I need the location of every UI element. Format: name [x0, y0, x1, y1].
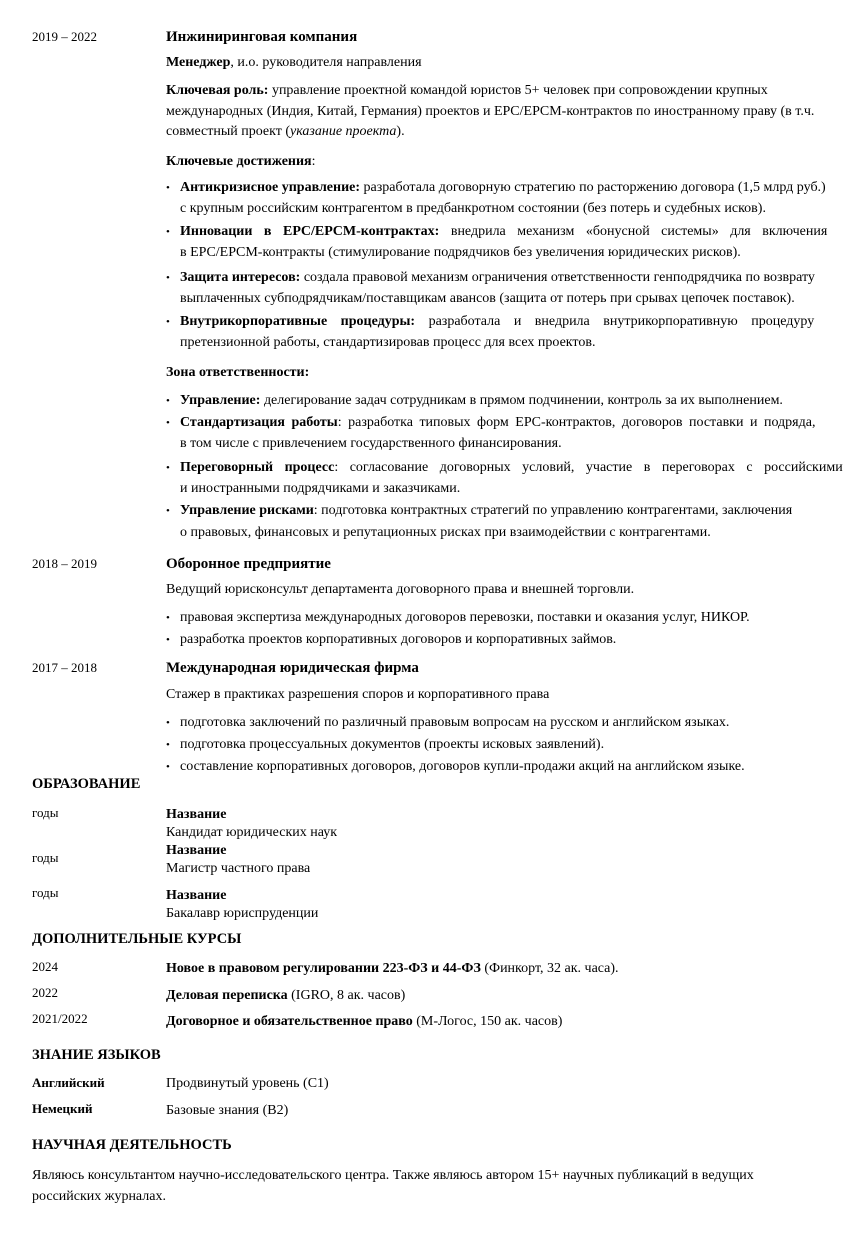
responsibility-item: Переговорный процесс: согласование договорных условий, участие в переговорах с российскими — [180, 460, 843, 475]
duty-item: разработка проектов корпоративных договоров и корпоративных займов. — [180, 632, 617, 647]
responsibility-item-cont: в том числе с привлечением государственного финансирования. — [180, 436, 562, 451]
courses-heading: ДОПОЛНИТЕЛЬНЫЕ КУРСЫ — [32, 931, 242, 947]
education-years: годы — [32, 850, 59, 865]
responsibility-item-cont: о правовых, финансовых и репутационных рисках при взаимодействии с контрагентами. — [180, 525, 711, 540]
achievements-heading: Ключевые достижения: — [166, 154, 316, 169]
bullet-icon: • — [166, 612, 170, 624]
languages-heading: ЗНАНИЕ ЯЗЫКОВ — [32, 1047, 161, 1063]
responsibility-heading: Зона ответственности: — [166, 365, 310, 380]
key-role-line: Ключевая роль: управление проектной командой юристов 5+ человек при сопровождении крупных — [166, 83, 768, 98]
bullet-icon: • — [166, 417, 170, 429]
achievement-item: Инновации в EPC/EPCM-контрактах: внедрила механизм «бонусной системы» для включения — [180, 224, 828, 239]
bullet-icon: • — [166, 272, 170, 284]
language-name: Немецкий — [32, 1101, 93, 1116]
key-role-line: совместный проект (указание проекта). — [166, 124, 405, 139]
research-text-cont: российских журналах. — [32, 1189, 166, 1204]
company-name: Международная юридическая фирма — [166, 660, 419, 676]
bullet-icon: • — [166, 739, 170, 751]
language-name: Английский — [32, 1075, 105, 1090]
bullet-icon: • — [166, 717, 170, 729]
course-year: 2024 — [32, 959, 58, 974]
responsibility-item: Управление: делегирование задач сотрудникам в прямом подчинении, контроль за их выполнением. — [180, 393, 783, 408]
bullet-icon: • — [166, 462, 170, 474]
language-level: Продвинутый уровень (С1) — [166, 1076, 329, 1091]
duty-item: составление корпоративных договоров, договоров купли-продажи акций на английском языке. — [180, 759, 745, 774]
achievement-item: Антикризисное управление: разработала договорную стратегию по расторжению договора (1,5 млрд руб.) — [180, 180, 826, 195]
achievement-item: Внутрикорпоративные процедуры: разработала и внедрила внутрикорпоративную процедуру — [180, 314, 815, 329]
education-institution: Название — [166, 888, 227, 903]
duty-item: подготовка процессуальных документов (проекты исковых заявлений). — [180, 737, 605, 752]
key-role-line: международных (Индия, Китай, Германия) проектов и EPC/EPCM-контрактов по иностранному праву (в т.ч. — [166, 104, 815, 119]
bullet-icon: • — [166, 395, 170, 407]
company-name: Инжиниринговая компания — [166, 29, 358, 45]
job-period: 2017 – 2018 — [32, 660, 97, 675]
research-text: Являюсь консультантом научно-исследовательского центра. Также являюсь автором 15+ научных публикаций в ведущих — [32, 1168, 754, 1183]
achievement-item-cont: претензионной работы, стандартизировав процесс для всех проектов. — [180, 335, 596, 350]
bullet-icon: • — [166, 182, 170, 194]
course-year: 2021/2022 — [32, 1011, 88, 1026]
bullet-icon: • — [166, 761, 170, 773]
bullet-icon: • — [166, 316, 170, 328]
responsibility-item: Стандартизация работы: разработка типовых форм EPC-контрактов, договоров поставки и подряда, — [180, 415, 816, 430]
job-role: Стажер в практиках разрешения споров и корпоративного права — [166, 687, 550, 702]
achievement-item-cont: с крупным российским контрагентом в предбанкротном состоянии (без потерь и судебных исков). — [180, 201, 766, 216]
duty-item: подготовка заключений по различный правовым вопросам на русском и английском языках. — [180, 715, 730, 730]
job-period: 2018 – 2019 — [32, 556, 97, 571]
course-item: Деловая переписка (IGRO, 8 ак. часов) — [166, 988, 406, 1003]
language-level: Базовые знания (В2) — [166, 1103, 289, 1118]
bullet-icon: • — [166, 505, 170, 517]
duty-item: правовая экспертиза международных договоров перевозки, поставки и оказания услуг, НИКОР. — [180, 610, 750, 625]
bullet-icon: • — [166, 634, 170, 646]
responsibility-item: Управление рисками: подготовка контрактных стратегий по управлению контрагентами, заключения — [180, 503, 793, 518]
company-name: Оборонное предприятие — [166, 556, 331, 572]
education-degree: Магистр частного права — [166, 861, 311, 876]
achievement-item-cont: в EPC/EPCM-контракты (стимулирование подрядчиков без увеличения юридических рисков). — [180, 245, 741, 260]
education-institution: Название — [166, 807, 227, 822]
education-heading: ОБРАЗОВАНИЕ — [32, 776, 141, 792]
job-role: Менеджер, и.о. руководителя направления — [166, 55, 422, 70]
course-item: Новое в правовом регулировании 223-ФЗ и 44-ФЗ (Финкорт, 32 ак. часа). — [166, 961, 619, 976]
course-year: 2022 — [32, 985, 58, 1000]
education-years: годы — [32, 805, 59, 820]
course-item: Договорное и обязательственное право (М-Логос, 150 ак. часов) — [166, 1014, 563, 1029]
research-heading: НАУЧНАЯ ДЕЯТЕЛЬНОСТЬ — [32, 1137, 232, 1153]
education-years: годы — [32, 885, 59, 900]
achievement-item: Защита интересов: создала правовой механизм ограничения ответственности генподрядчика по возврату — [180, 270, 815, 285]
education-institution: Название — [166, 843, 227, 858]
achievement-item-cont: выплаченных субподрядчикам/поставщикам авансов (защита от потерь при срывах цепочек поставок). — [180, 291, 795, 306]
job-role: Ведущий юрисконсульт департамента договорного права и внешней торговли. — [166, 582, 635, 597]
education-degree: Бакалавр юриспруденции — [166, 906, 319, 921]
job-period: 2019 – 2022 — [32, 29, 97, 44]
bullet-icon: • — [166, 226, 170, 238]
responsibility-item-cont: и иностранными подрядчиками и заказчиками. — [180, 481, 461, 496]
education-degree: Кандидат юридических наук — [166, 825, 338, 840]
